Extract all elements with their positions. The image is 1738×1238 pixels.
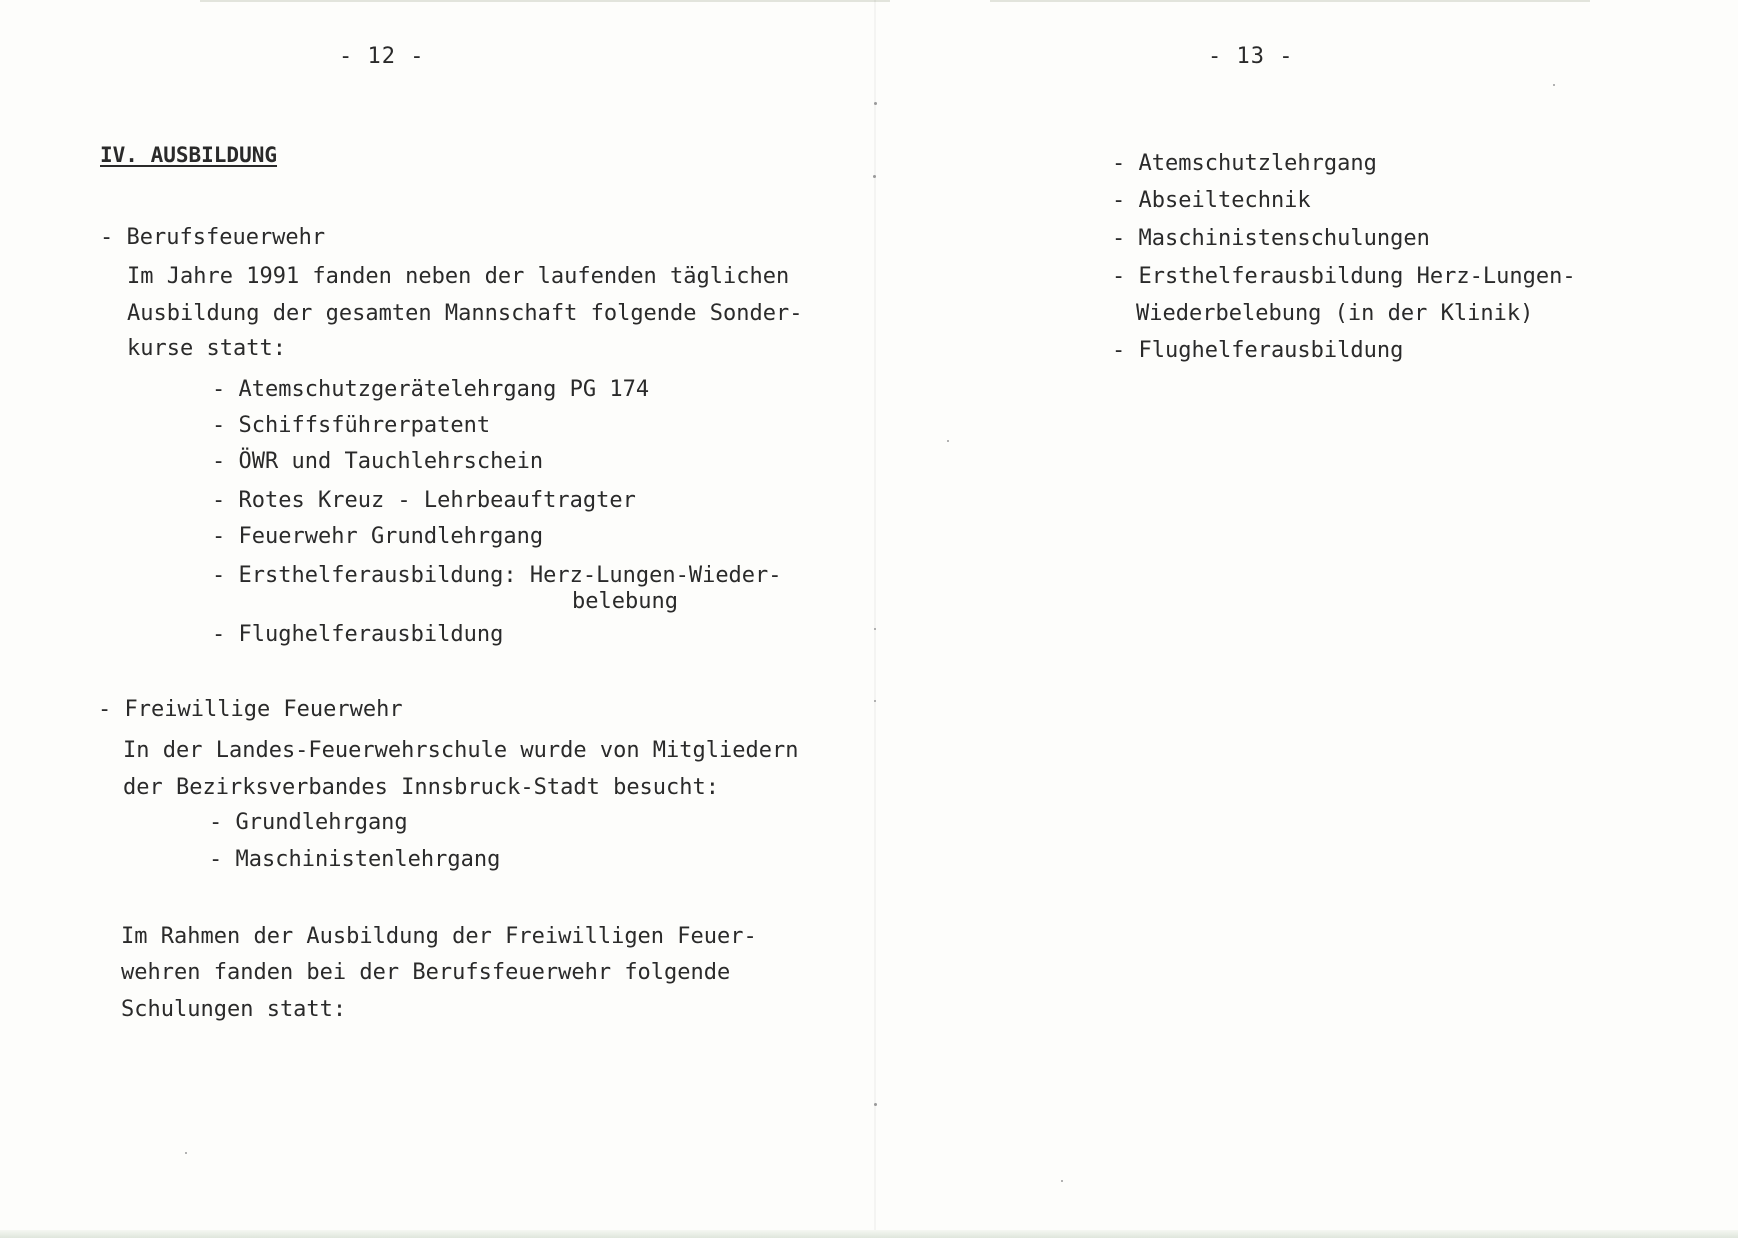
closing-line: wehren fanden bei der Berufsfeuerwehr folgende [121, 960, 731, 985]
course-item: - Flughelferausbildung [212, 622, 504, 647]
right-list-item: - Flughelferausbildung [1112, 338, 1404, 363]
closing-line: Im Rahmen der Ausbildung der Freiwilligen Feuer- [121, 924, 757, 949]
page-number-left: - 12 - [339, 44, 425, 69]
scan-speck [1061, 1180, 1063, 1182]
scan-speck [185, 1152, 187, 1154]
scan-speck [873, 175, 876, 178]
scan-speck [947, 440, 949, 442]
page-gutter [874, 0, 876, 1230]
course-item: - ÖWR und Tauchlehrschein [212, 449, 544, 474]
course-item: - Rotes Kreuz - Lehrbeauftragter [212, 488, 636, 513]
bottom-edge [0, 1230, 1738, 1238]
scan-speck [874, 628, 876, 630]
paragraph-line: Im Jahre 1991 fanden neben der laufenden täglichen [127, 264, 790, 289]
paragraph-line: der Bezirksverbandes Innsbruck-Stadt besucht: [123, 775, 720, 800]
right-list-item: - Atemschutzlehrgang [1112, 151, 1377, 176]
course-item: - Schiffsführerpatent [212, 413, 491, 438]
course-item-continuation: belebung [572, 589, 678, 614]
top-edge-shadow [990, 0, 1590, 2]
paragraph-line: Ausbildung der gesamten Mannschaft folgende Sonder- [127, 301, 803, 326]
paragraph-line: kurse statt: [127, 336, 286, 361]
scan-speck [874, 102, 877, 105]
page-number-right: - 13 - [1208, 44, 1294, 69]
course-item: - Feuerwehr Grundlehrgang [212, 524, 544, 549]
freiwillige-feuerwehr-title: - Freiwillige Feuerwehr [98, 697, 403, 722]
course-item: - Maschinistenlehrgang [209, 847, 501, 872]
closing-line: Schulungen statt: [121, 997, 347, 1022]
course-item: - Grundlehrgang [209, 810, 408, 835]
right-list-item-continuation: Wiederbelebung (in der Klinik) [1136, 301, 1534, 326]
scan-speck [874, 700, 876, 702]
scan-speck [1553, 84, 1555, 86]
right-list-item: - Ersthelferausbildung Herz-Lungen- [1112, 264, 1576, 289]
scan-speck [874, 1103, 877, 1106]
right-list-item: - Maschinistenschulungen [1112, 226, 1430, 251]
course-item: - Atemschutzgerätelehrgang PG 174 [212, 377, 650, 402]
paragraph-line: In der Landes-Feuerwehrschule wurde von Mitgliedern [123, 738, 799, 763]
top-edge-shadow [200, 0, 890, 2]
right-list-item: - Abseiltechnik [1112, 188, 1311, 213]
berufsfeuerwehr-title: - Berufsfeuerwehr [100, 225, 326, 250]
course-item: - Ersthelferausbildung: Herz-Lungen-Wieder- [212, 563, 782, 588]
section-heading: IV. AUSBILDUNG [100, 143, 278, 167]
